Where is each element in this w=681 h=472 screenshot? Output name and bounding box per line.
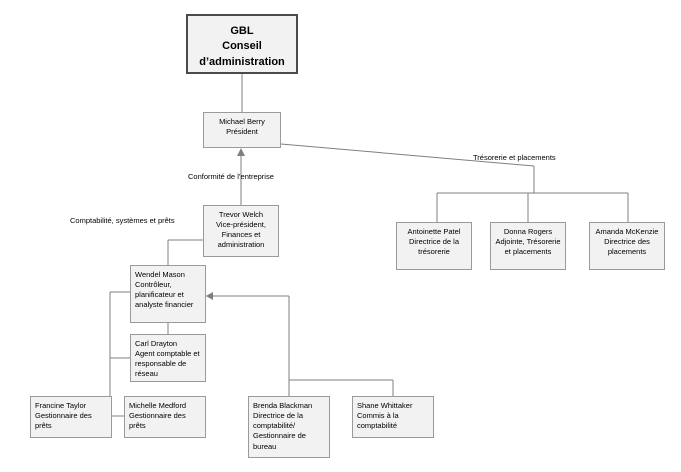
node-amanda-mckenzie[interactable] (589, 222, 665, 270)
label-tresorerie-placements: Trésorerie et placements (473, 153, 556, 162)
node-carl-drayton[interactable] (130, 334, 206, 382)
node-carl-drayton-title: Agent comptable et responsable de réseau (135, 349, 200, 379)
node-michelle-medford[interactable] (124, 396, 206, 438)
node-shane-whittaker-title: Commis à la comptabilité (357, 411, 399, 431)
node-root-line1: GBL (230, 25, 254, 37)
node-root[interactable] (186, 14, 298, 74)
node-trevor-welch-title: Vice-président, Finances et administration (216, 220, 266, 250)
node-brenda-blackman[interactable] (248, 396, 330, 458)
node-michelle-medford-title: Gestionnaire des prêts (129, 411, 186, 431)
node-root-line3: d’administration (199, 55, 285, 68)
node-francine-taylor[interactable] (30, 396, 112, 438)
node-wendel-mason-name: Wendel Mason (135, 270, 185, 279)
node-antoinette-patel[interactable] (396, 222, 472, 270)
node-brenda-blackman-title: Directrice de la comptabilité/ Gestionnaire de bureau (253, 411, 306, 451)
node-donna-rogers-title: Adjointe, Trésorerie et placements (495, 237, 561, 257)
node-wendel-mason-title: Contrôleur, planificateur et analyste financier (135, 280, 194, 310)
node-francine-taylor-name: Francine Taylor (35, 401, 87, 410)
node-michael-berry-name: Michael Berry (219, 117, 265, 126)
node-carl-drayton-name: Carl Drayton (135, 339, 178, 348)
node-trevor-welch-name: Trevor Welch (218, 210, 264, 219)
node-michelle-medford-name: Michelle Medford (129, 401, 187, 410)
label-conformite-entreprise: Conformité de l’entreprise (188, 172, 274, 181)
label-comptabilite-systemes-prets: Comptabilité, systèmes et prêts (70, 216, 175, 225)
node-antoinette-patel-name: Antoinette Patel (407, 227, 461, 236)
node-michael-berry[interactable] (203, 112, 281, 148)
node-donna-rogers[interactable] (490, 222, 566, 270)
node-brenda-blackman-name: Brenda Blackman (253, 401, 313, 410)
node-amanda-mckenzie-name: Amanda McKenzie (595, 227, 659, 236)
node-michael-berry-title: Président (226, 127, 258, 137)
node-root-line2: Conseil (222, 40, 262, 53)
node-antoinette-patel-title: Directrice de la trésorerie (408, 237, 460, 257)
node-trevor-welch[interactable] (203, 205, 279, 257)
node-francine-taylor-title: Gestionnaire des prêts (35, 411, 92, 431)
node-donna-rogers-name: Donna Rogers (503, 227, 553, 236)
node-shane-whittaker[interactable] (352, 396, 434, 438)
node-wendel-mason[interactable] (130, 265, 206, 323)
node-shane-whittaker-name: Shane Whittaker (357, 401, 413, 410)
node-amanda-mckenzie-title: Directrice des placements (604, 237, 650, 257)
